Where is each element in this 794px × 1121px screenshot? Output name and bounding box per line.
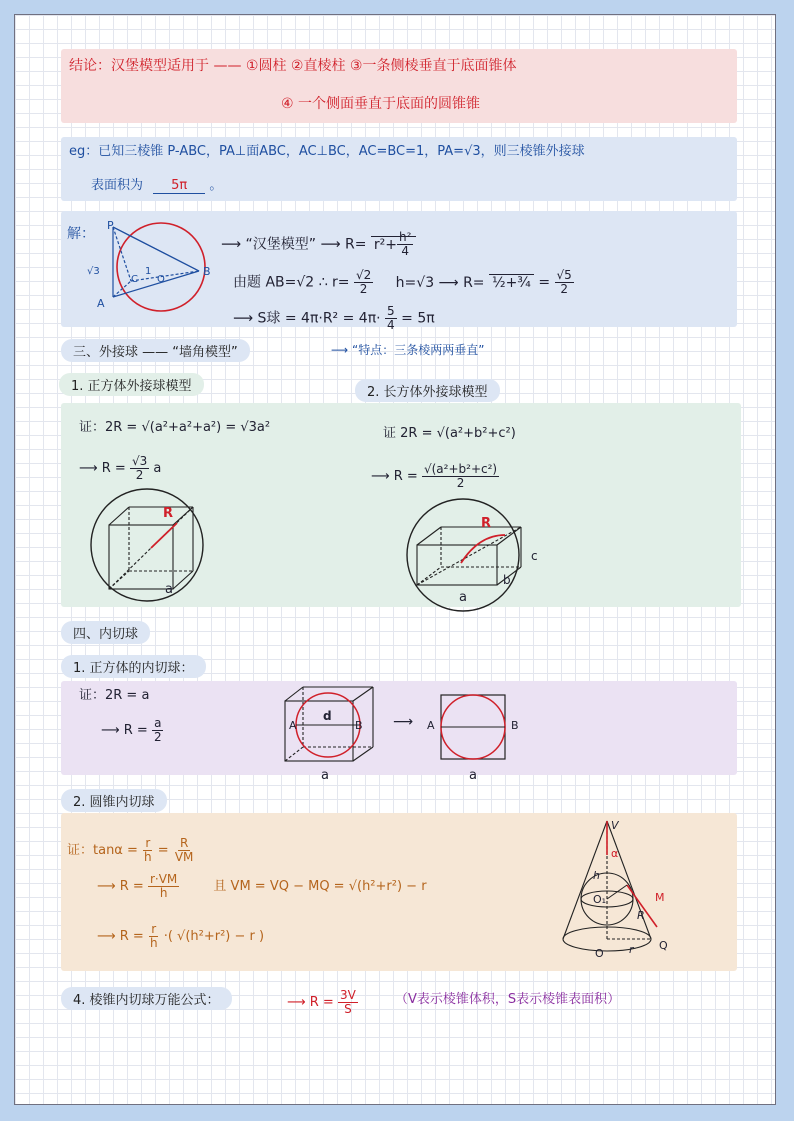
box-result — [371, 463, 499, 490]
pyramid-den: S — [344, 1002, 352, 1016]
pyramid-num: 3V — [339, 988, 356, 1002]
pyramid-formula — [287, 989, 358, 1016]
label-one: 1 — [145, 266, 152, 277]
section3-sub1: 1. 正方体外接球模型 — [59, 373, 204, 396]
cone-O-label: O — [595, 947, 604, 960]
inscribed-result-arrow: ⟶ R = — [101, 723, 148, 738]
label-C: C — [131, 274, 138, 285]
tan-den2: VM — [174, 850, 194, 864]
area-numerator: 5 — [387, 304, 395, 318]
surface-area-formula: ⟶ S球 = 4π·R² = 4π· — [233, 310, 381, 327]
equals-sign: = — [538, 274, 551, 291]
notebook-page — [14, 14, 776, 1105]
label-A: A — [97, 297, 105, 310]
section4-title: 四、内切球 — [61, 621, 150, 644]
cone-R2-arrow: ⟶ R = — [97, 929, 144, 944]
area-denominator: 4 — [387, 318, 395, 332]
given-ab: 由题 AB=√2 ∴ r= — [233, 274, 350, 291]
section4-sub1: 1. 正方体的内切球： — [61, 655, 206, 678]
example-answer: 5π — [153, 178, 205, 194]
vm-equation: 且 VM = VQ − MQ = √(h²+r²) − r — [213, 879, 427, 894]
cone-proof: 证：tanα = $\frac{r}{h}$ = $\frac{R}{VM}$ — [67, 836, 194, 864]
example-line2 — [91, 177, 222, 195]
h-squared: h² — [399, 230, 412, 244]
section3-title: 三、外接球 —— “墙角模型” — [61, 339, 250, 362]
cube3d-a-label: a — [321, 768, 329, 783]
inscribed-R-numerator: a — [154, 716, 162, 730]
cube3d-B-label: B — [355, 719, 363, 732]
cube3d-d-label: d — [323, 709, 332, 723]
square-a-label: a — [469, 768, 477, 783]
box-R-denominator: 2 — [456, 476, 465, 490]
cone-M-label: M — [655, 891, 665, 904]
example-line1: eg：已知三棱锥 P-ABC，PA⊥面ABC，AC⊥BC，AC=BC=1，PA=√3，则三棱锥外接球 — [69, 144, 585, 159]
pyramid-formula-arrow: ⟶ R = — [287, 995, 334, 1010]
h-value: h=√3 ⟶ R= — [395, 274, 485, 291]
conclusion-line1: 结论：汉堡模型适用于 —— ①圆柱 ②直棱柱 ③一条侧棱垂直于底面锥体 — [69, 58, 517, 74]
cone-V-label: V — [611, 819, 619, 832]
R-numerator: √5 — [556, 268, 572, 282]
box-proof: 证 2R = √(a²+b²+c²) — [383, 426, 516, 441]
cube-insphere-2d-diagram — [439, 693, 509, 763]
box-c-label: c — [531, 549, 538, 563]
cone-Q-label: Q — [659, 939, 668, 952]
cone-tan: 证：tanα = — [67, 843, 138, 858]
cone-line3 — [97, 923, 264, 950]
cone-R-arrow: ⟶ R = — [97, 879, 144, 894]
cube-insphere-3d-diagram — [283, 685, 383, 765]
cone-h-label: h — [593, 869, 600, 882]
cone-r-label: r — [629, 943, 634, 956]
box-result-arrow: ⟶ R = — [371, 469, 418, 484]
r-numerator: √2 — [355, 268, 372, 282]
square-A-label: A — [427, 719, 435, 732]
solution-line2 — [233, 269, 574, 296]
box-R-label: R — [481, 516, 492, 531]
tan-den: h — [144, 850, 152, 864]
example-suffix: 。 — [209, 178, 223, 193]
hamburger-arrow: ⟶ “汉堡模型” ⟶ R= — [221, 236, 367, 253]
cone-line2 — [97, 873, 427, 900]
cone-R2-num: r — [151, 922, 157, 936]
cube-R-numerator: √3 — [131, 454, 148, 468]
label-O: O — [157, 274, 165, 285]
cube-R-a: a — [153, 461, 162, 476]
cone-R-label: R — [637, 909, 645, 922]
section4-sub4: 4. 棱锥内切球万能公式： — [61, 987, 232, 1010]
section3-note: ⟶ “特点：三条棱两两垂直” — [331, 343, 485, 357]
cube-result — [79, 455, 161, 482]
cone-alpha-label: α — [611, 847, 619, 860]
label-sqrt3: √3 — [87, 266, 100, 277]
section3-sub2: 2. 长方体外接球模型 — [355, 379, 500, 402]
r-denominator: 2 — [359, 282, 368, 296]
section4-sub2: 2. 圆锥内切球 — [61, 789, 167, 812]
solution-label: 解： — [67, 226, 95, 242]
box-a-label: a — [459, 590, 467, 605]
tan-num2: R — [179, 836, 189, 850]
inscribed-arrow: ⟶ — [393, 714, 414, 730]
solution-line1 — [221, 231, 416, 258]
cube-circumsphere-diagram — [87, 485, 207, 605]
cone-R-num: r·VM — [149, 872, 178, 886]
tan-num: r — [145, 836, 151, 850]
R-radicand: ½+¾ — [489, 274, 534, 291]
cone-O1-label: O₁ — [593, 893, 607, 906]
r-squared: r²+ — [373, 236, 398, 253]
cube3d-A-label: A — [289, 719, 297, 732]
inscribed-result — [101, 717, 164, 744]
denominator-four: 4 — [401, 244, 410, 258]
box-b-label: b — [503, 573, 511, 587]
example-prefix: 表面积为 — [91, 178, 144, 193]
R-denominator: 2 — [560, 282, 568, 296]
square-B-label: B — [511, 719, 519, 732]
cube-a-label: a — [165, 582, 173, 597]
area-result: = 5π — [401, 310, 435, 327]
cube-proof: 证：2R = √(a²+a²+a²) = √3a² — [79, 420, 271, 435]
pyramid-formula-note: （V表示棱锥体积，S表示棱锥表面积） — [395, 992, 621, 1007]
cube-R-label: R — [163, 506, 174, 521]
inscribed-R-denominator: 2 — [153, 730, 162, 744]
cone-R2-den: h — [149, 936, 158, 950]
conclusion-line2: ④ 一个侧面垂直于底面的圆锥锥 — [281, 96, 481, 112]
cube-R-denominator: 2 — [135, 468, 144, 482]
label-B: B — [203, 265, 211, 278]
box-R-numerator: √(a²+b²+c²) — [423, 462, 498, 476]
cube-result-arrow: ⟶ R = — [79, 461, 130, 476]
label-P: P — [107, 219, 114, 232]
solution-line3 — [233, 305, 435, 332]
cone-R2-tail: ·( √(h²+r²) − r ) — [163, 929, 265, 944]
inscribed-proof: 证：2R = a — [79, 688, 150, 703]
cone-R-den: h — [159, 886, 168, 900]
